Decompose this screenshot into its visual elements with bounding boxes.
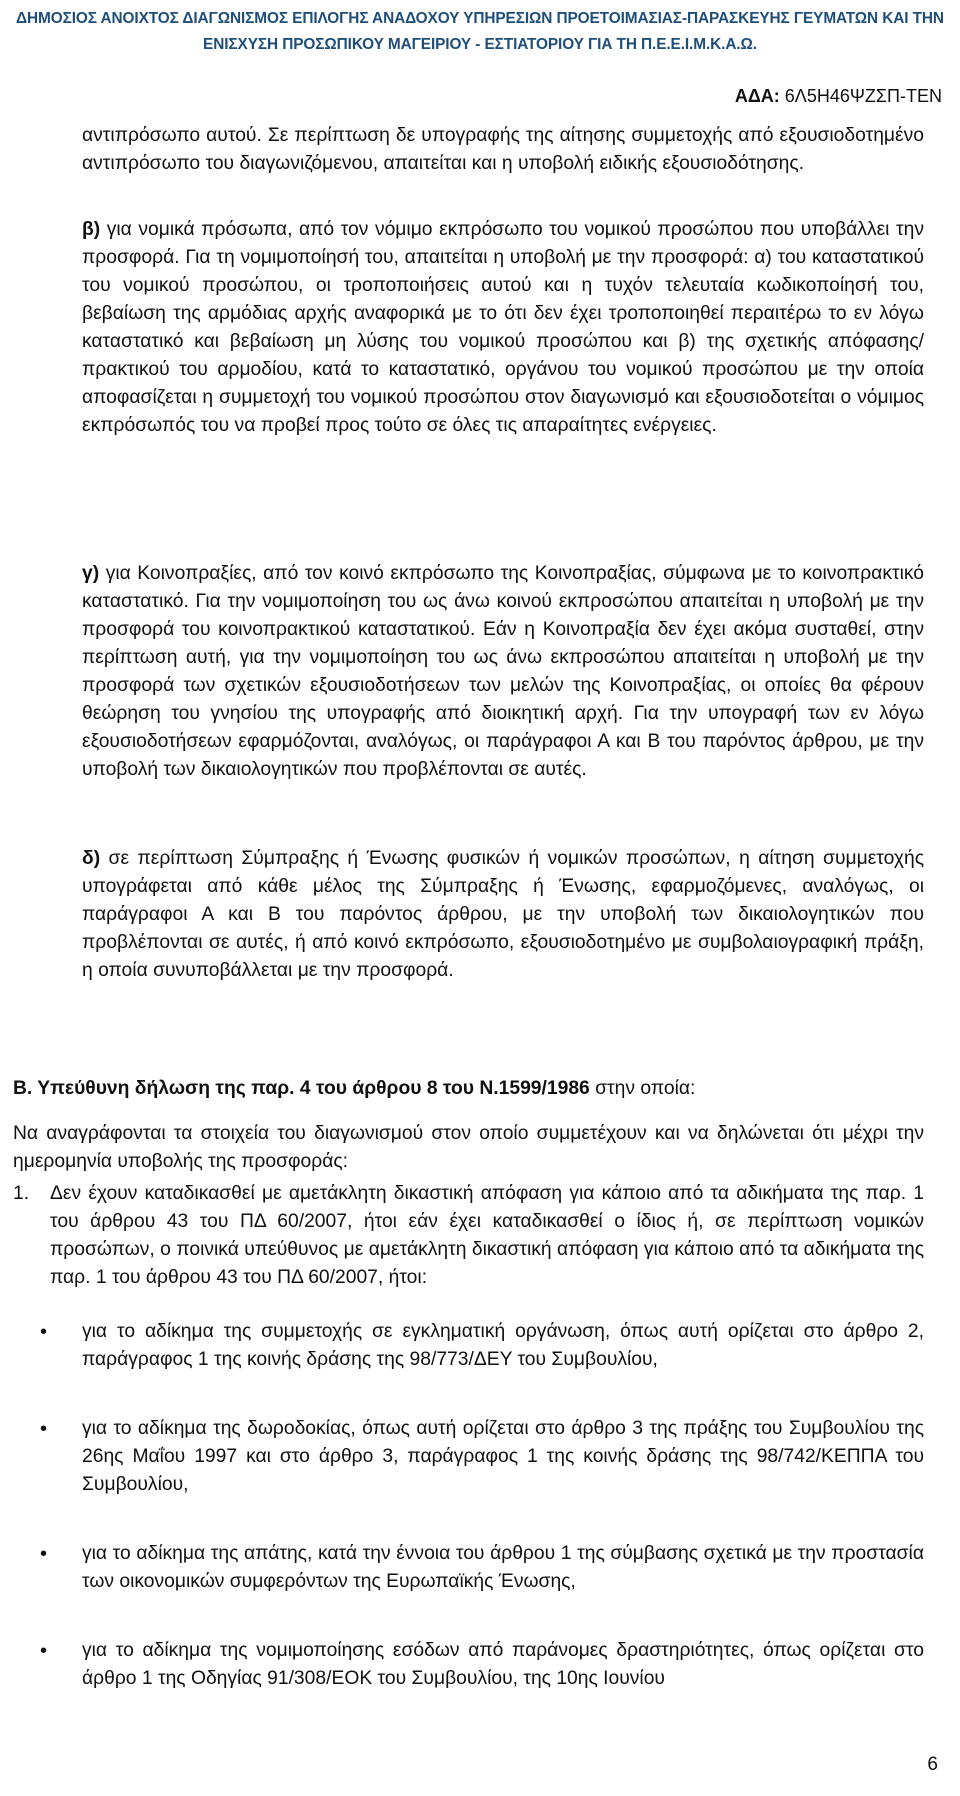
paragraph-delta-text: σε περίπτωση Σύμπραξης ή Ένωσης φυσικών ή νομικών προσώπων, η αίτηση συμμετοχής υπογράφεται από κάθε μέλος της Σύμπραξης ή Ένωσης, εφαρμοζόμενες, αναλόγως, οι παράγραφοι Α και Β του παρόντος άρθρου, με την υποβολή των δικαιολογητικών που προβλέπονται σε αυτές, ή από κοινό εκπρόσωπο, εξουσιοδοτημένο με συμβολαιογραφική πράξη, η οποία συνυποβάλλεται με την προσφορά. [82,848,924,981]
bullet-icon: • [40,1640,48,1662]
header-title-line1: ΔΗΜΟΣΙΟΣ ΑΝΟΙΧΤΟΣ ΔΙΑΓΩΝΙΣΜΟΣ ΕΠΙΛΟΓΗΣ ΑΝΑΔΟΧΟΥ ΥΠΗΡΕΣΙΩΝ ΠΡΟΕΤΟΙΜΑΣΙΑΣ-ΠΑΡΑΣΚΕΥΗΣ ΓΕΥΜΑΤΩΝ ΚΑΙ ΤΗΝ [16,10,944,27]
bullet-text: για το αδίκημα της συμμετοχής σε εγκληματική οργάνωση, όπως αυτή ορίζεται στο άρθρο 2, παράγραφος 1 της κοινής δράσης της 98/773/ΔΕΥ του Συμβουλίου, [82,1321,924,1370]
paragraph-beta-text: για νομικά πρόσωπα, από τον νόμιμο εκπρόσωπο του νομικού προσώπου που υποβάλλει την προσφορά. Για τη νομιμοποίησή του, απαιτείται η υποβολή με την προσφορά: α) του καταστατικού του νομικού προσώπου, οι τροποποιήσεις αυτού και η τυχόν τελευταία κωδικοποίησή του, βεβαίωση της αρμόδιας αρχής αναφορικά με το ότι δεν έχει τροποποιηθεί περαιτέρω το εν λόγω καταστατικό και βεβαίωση μη λύσης του νομικού προσώπου και β) της σχετικής απόφασης/ πρακτικού του αρμοδίου, κατά το καταστατικό, οργάνου του νομικού προσώπου με την οποία αποφασίζεται η συμμετοχή του νομικού προσώπου στον διαγωνισμό και εξουσιοδοτείται ο νόμιμος εκπρόσωπός του να προβεί προς τούτο σε όλες τις απαραίτητες ενέργειες. [82,219,924,436]
list-item-number: 1. [13,1183,30,1204]
ada-label: ΑΔΑ: [734,86,780,106]
paragraph-beta [82,216,924,440]
bullet-text: για το αδίκημα της απάτης, κατά την έννοια του άρθρου 1 της σύμβασης σχετικά με την προστασία των οικονομικών συμφερόντων της Ευρωπαϊκής Ένωσης, [82,1543,924,1592]
paragraph-beta-label: β) [82,219,101,240]
section-b-suffix: στην οποία: [589,1078,696,1099]
bullet-text: για το αδίκημα της νομιμοποίησης εσόδων από παράνομες δραστηριότητες, όπως ορίζεται στο άρθρο 1 της Οδηγίας 91/308/ΕΟΚ του Συμβουλίου, της 10ης Ιουνίου [82,1640,924,1689]
header-title-line2: ΕΝΙΣΧΥΣΗ ΠΡΟΣΩΠΙΚΟΥ ΜΑΓΕΙΡΙΟΥ - ΕΣΤΙΑΤΟΡΙΟΥ ΓΙΑ ΤΗ Π.Ε.Ε.Ι.Μ.Κ.Α.Ω. [203,36,757,53]
section-b-title: Β. Υπεύθυνη δήλωση της παρ. 4 του άρθρου 8 του Ν.1599/1986 [13,1078,590,1099]
paragraph-gamma-text: για Κοινοπραξίες, από τον κοινό εκπρόσωπο της Κοινοπραξίας, σύμφωνα με το κοινοπρακτικό καταστατικό. Για την νομιμοποίηση του ως άνω κοινού εκπροσώπου απαιτείται η υποβολή με την προσφορά του κοινοπρακτικού καταστατικού. Εάν η Κοινοπραξία δεν έχει ακόμα συσταθεί, στην περίπτωση αυτή, για την νομιμοποίηση του ως άνω εκπροσώπου απαιτείται η υποβολή με την προσφορά των σχετικών εξουσιοδοτήσεων των μελών της Κοινοπραξίας, οι οποίες θα φέρουν θεώρηση του γνησίου της υπογραφής από διοικητική αρχή. Για την υπογραφή των εν λόγω εξουσιοδοτήσεων εφαρμόζονται, αναλόγως, οι παράγραφοι Α και Β του παρόντος άρθρου, με την υποβολή των δικαιολογητικών που προβλέπονται σε αυτές. [82,563,924,780]
section-b-heading [13,1075,924,1103]
page-number: 6 [927,1754,938,1775]
list-item-text: Δεν έχουν καταδικασθεί με αμετάκλητη δικαστική απόφαση για κάποιο από τα αδικήματα της παρ. 1 του άρθρου 43 του ΠΔ 60/2007, ήτοι εάν έχει καταδικασθεί ο ίδιος ή, σε περίπτωση νομικών προσώπων, ο ποινικά υπεύθυνος με αμετάκλητη δικαστική απόφαση για κάποιο από τα αδικήματα της παρ. 1 του άρθρου 43 του ΠΔ 60/2007, ήτοι: [50,1183,924,1288]
bullet-icon: • [40,1321,48,1343]
paragraph-declaration: Να αναγράφονται τα στοιχεία του διαγωνισμού στον οποίο συμμετέχουν και να δηλώνεται ότι μέχρι την ημερομηνία υποβολής της προσφοράς: [13,1123,924,1172]
bullet-icon: • [40,1418,48,1440]
paragraph-delta [82,845,924,985]
paragraph-gamma [82,560,924,784]
paragraph-delta-label: δ) [82,848,101,869]
ada-code [735,86,942,107]
bullet-icon: • [40,1543,48,1565]
document-header [0,6,960,58]
paragraph-intro: αντιπρόσωπο αυτού. Σε περίπτωση δε υπογραφής της αίτησης συμμετοχής από εξουσιοδοτημένο αντιπρόσωπο του διαγωνιζόμενου, απαιτείται και η υποβολή ειδικής εξουσιοδότησης. [82,125,924,174]
bullet-text: για το αδίκημα της δωροδοκίας, όπως αυτή ορίζεται στο άρθρο 3 της πράξης του Συμβουλίου της 26ης Μαΐου 1997 και στο άρθρο 3, παράγραφος 1 της κοινής δράσης της 98/742/ΚΕΠΠΑ του Συμβουλίου, [82,1418,924,1495]
paragraph-gamma-label: γ) [82,563,100,584]
ada-value: 6Λ5Η46ΨΖΣΠ-ΤΕΝ [784,86,942,106]
